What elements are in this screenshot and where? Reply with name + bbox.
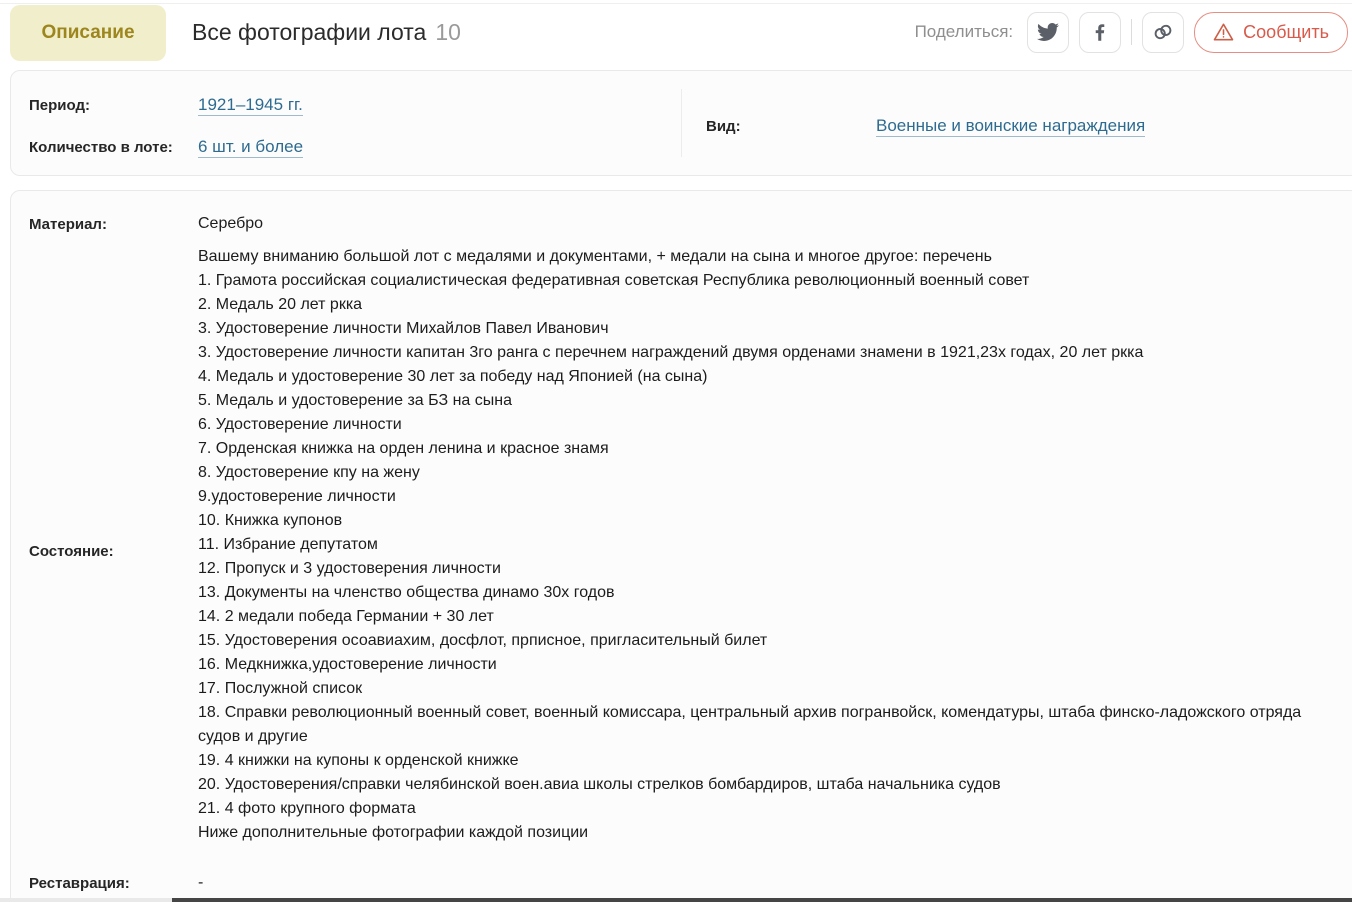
period-link[interactable]: 1921–1945 гг.: [198, 95, 303, 114]
condition-line: 8. Удостоверение кпу на жену: [198, 464, 420, 481]
condition-line: 1. Грамота российская социалистическая федеративная советская Республика революционный военный совет: [198, 272, 1030, 289]
page-title: [192, 0, 461, 64]
twitter-icon: [1037, 21, 1059, 43]
condition-line: 3. Удостоверение личности Михайлов Павел Иванович: [198, 320, 609, 337]
restoration-value: -: [198, 874, 204, 891]
page-title-text: Все фотографии лота: [192, 19, 427, 45]
condition-line: 6. Удостоверение личности: [198, 416, 402, 433]
details-panel: [10, 190, 1352, 902]
condition-line: Вашему вниманию большой лот с медалями и документами, + медали на сына и многое другое: перечень: [198, 248, 992, 265]
material-label: Материал:: [29, 216, 107, 233]
condition-line: 5. Медаль и удостоверение за БЗ на сына: [198, 392, 512, 409]
share-toolbar: [915, 11, 1348, 53]
bottom-section-edge-dark: [172, 898, 1352, 902]
restoration-label: Реставрация:: [29, 875, 130, 892]
condition-line: 11. Избрание депутатом: [198, 536, 378, 553]
condition-text: [198, 245, 1335, 845]
condition-line: 15. Удостоверения осоавиахим, досфлот, прписное, пригласительный билет: [198, 632, 768, 649]
kind-label: Вид:: [706, 118, 741, 135]
condition-line: 19. 4 книжки на купоны к орденской книжке: [198, 752, 519, 769]
photo-count: 10: [435, 19, 461, 45]
summary-column-divider: [681, 89, 682, 157]
condition-line: 7. Орденская книжка на орден ленина и красное знамя: [198, 440, 609, 457]
facebook-icon: [1089, 21, 1111, 43]
share-twitter-button[interactable]: [1027, 12, 1069, 53]
condition-line: 14. 2 медали победа Германии + 30 лет: [198, 608, 494, 625]
condition-line: 17. Послужной список: [198, 680, 363, 697]
condition-line: Ниже дополнительные фотографии каждой позиции: [198, 824, 589, 841]
report-button[interactable]: [1194, 12, 1348, 53]
quantity-label: Количество в лоте:: [29, 139, 173, 156]
material-value: Серебро: [198, 215, 264, 232]
kind-link[interactable]: Военные и воинские награждения: [876, 116, 1146, 135]
share-divider: [1131, 19, 1132, 45]
tab-description[interactable]: Описание: [10, 5, 166, 61]
quantity-link[interactable]: 6 шт. и более: [198, 137, 304, 156]
condition-line: 18. Справки революционный военный совет, военный комиссара, центральный архив погранвойск, комендатуры, штаба финско-ладожского отряда судов и другие: [198, 704, 1302, 745]
share-facebook-button[interactable]: [1079, 12, 1121, 53]
condition-label: Состояние:: [29, 543, 114, 560]
condition-line: 10. Книжка купонов: [198, 512, 343, 529]
bottom-section-edge-light: [0, 898, 172, 902]
condition-line: 16. Медкнижка,удостоверение личности: [198, 656, 497, 673]
condition-line: 21. 4 фото крупного формата: [198, 800, 416, 817]
condition-line: 9.удостоверение личности: [198, 488, 396, 505]
condition-line: 4. Медаль и удостоверение 30 лет за победу над Японией (на сына): [198, 368, 708, 385]
condition-line: 2. Медаль 20 лет ркка: [198, 296, 363, 313]
report-label: Сообщить: [1243, 21, 1329, 42]
condition-line: 12. Пропуск и 3 удостоверения личности: [198, 560, 501, 577]
share-label: Поделиться:: [914, 22, 1014, 41]
period-label: Период:: [29, 97, 90, 114]
warning-icon: [1213, 22, 1234, 42]
copy-link-button[interactable]: [1142, 12, 1184, 53]
condition-line: 13. Документы на членство общества динамо 30х годов: [198, 584, 615, 601]
summary-panel: [10, 70, 1352, 176]
condition-line: 3. Удостоверение личности капитан 3го ранга с перечнем награждений двумя орденами знамени в 1921,23х годах, 20 лет ркка: [198, 344, 1144, 361]
copy-link-icon: [1151, 20, 1175, 44]
condition-line: 20. Удостоверения/справки челябинской воен.авиа школы стрелков бомбардиров, штаба начальника судов: [198, 776, 1001, 793]
